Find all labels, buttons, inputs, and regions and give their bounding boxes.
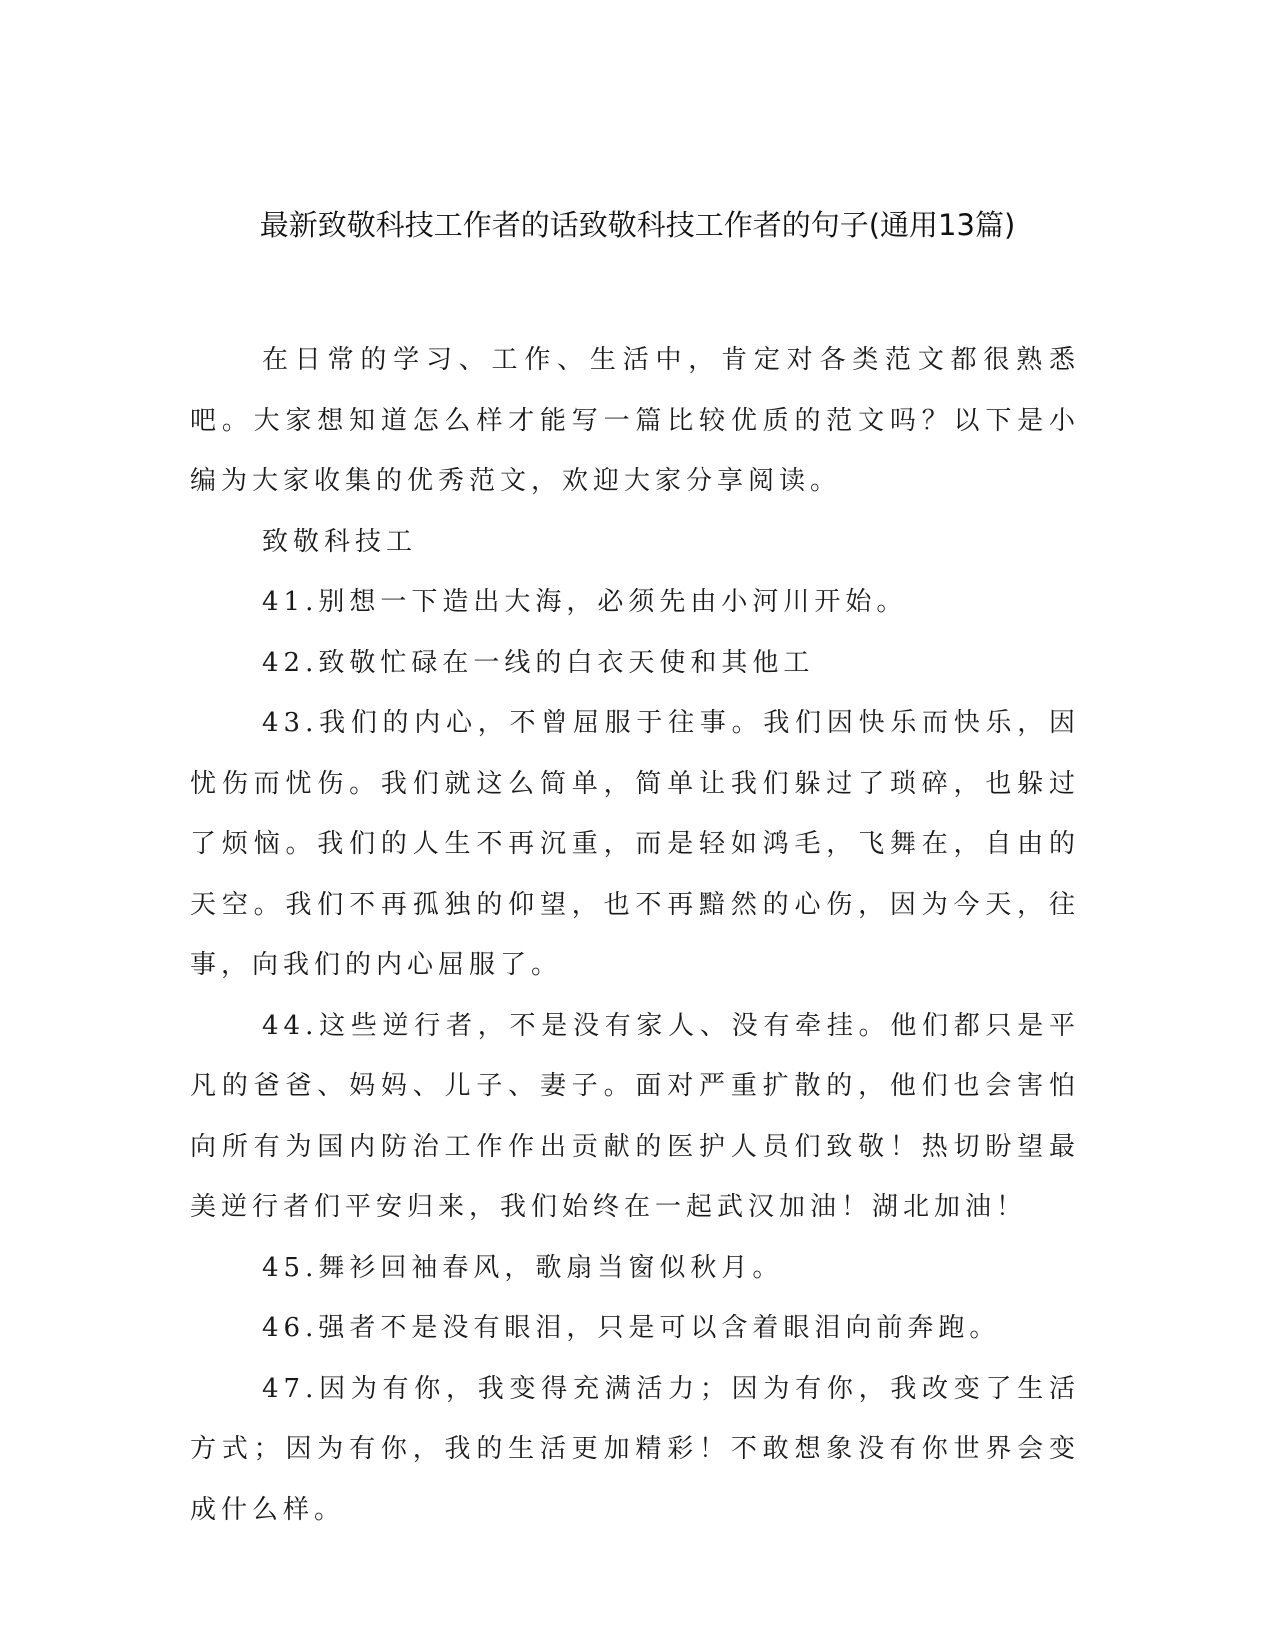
paragraph-42: 42.致敬忙碌在一线的白衣天使和其他工 [262,647,815,678]
paragraph-intro: 在日常的学习、工作、生活中，肯定对各类范文都很熟悉吧。大家想知道怎么样才能写一篇比较优质的范文吗？以下是小编为大家收集的优秀范文，欢迎大家分享阅读。 [190,345,1080,496]
paragraph-43: 43.我们的内心，不曾屈服于往事。我们因快乐而快乐，因忧伤而忧伤。我们就这么简单，简单让我们躲过了琐碎，也躲过了烦恼。我们的人生不再沉重，而是轻如鸿毛，飞舞在，自由的天空。我们不再孤独的仰望，也不再黯然的心伤，因为今天，往事，向我们的内心屈服了。 [190,708,1080,980]
paragraph-heading: 致敬科技工 [262,526,418,557]
paragraph-47: 47.因为有你，我变得充满活力；因为有你，我改变了生活方式；因为有你，我的生活更加精彩！不敢想象没有你世界会变成什么样。 [190,1373,1080,1525]
document-title: 最新致敬科技工作者的话致敬科技工作者的句子(通用13篇) [259,208,1016,242]
document-body [190,330,1080,1540]
paragraph-46: 46.强者不是没有眼泪，只是可以含着眼泪向前奔跑。 [262,1313,1001,1343]
paragraph-44: 44.这些逆行者，不是没有家人、没有牵挂。他们都只是平凡的爸爸、妈妈、儿子、妻子。面对严重扩散的，他们也会害怕向所有为国内防治工作作出贡献的医护人员们致敬！热切盼望最美逆行者们平安归来，我们始终在一起武汉加油！湖北加油！ [190,1010,1080,1222]
paragraph-41: 41.别想一下造出大海，必须先由小河川开始。 [262,587,908,617]
paragraph-45: 45.舞衫回袖春风，歌扇当窗似秋月。 [262,1252,784,1283]
